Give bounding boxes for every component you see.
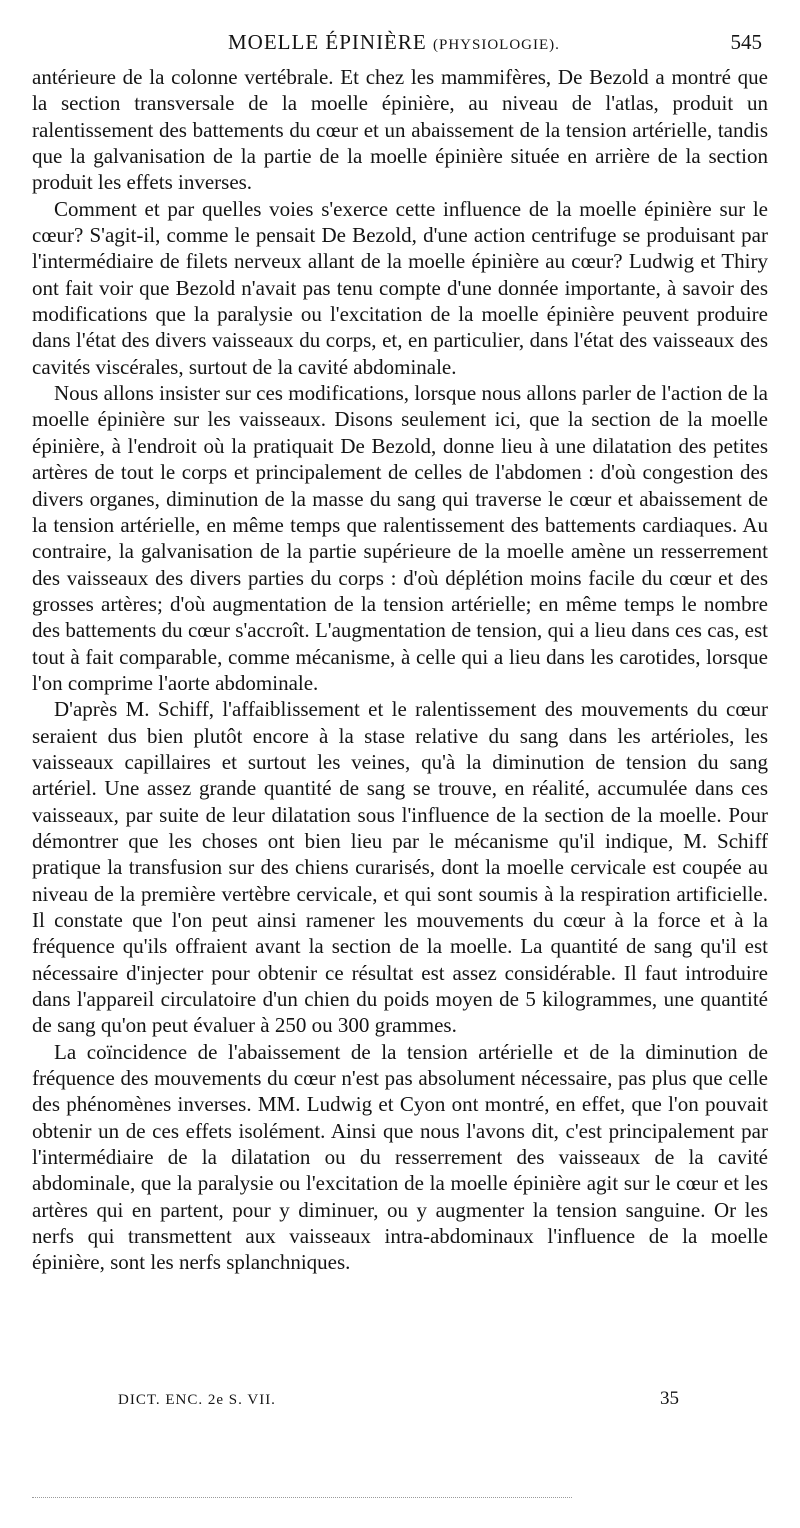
signature-mark: DICT. ENC. 2e S. VII. [118,1392,276,1408]
bottom-dotted-rule [32,1497,572,1498]
paragraph-4: D'après M. Schiff, l'affaiblissement et le ralentissement des mouvements du cœur seraient dus bien plutôt encore à la stase relative du sang dans les artérioles, les vaisseaux capillaires et surtout les veines, qu'à la diminution de tension du sang artériel. Une assez grande quantité de sang se trouve, en réalité, accumulée dans ces vaisseaux, par suite de leur dilatation sous l'influence de la section de la moelle. Pour démontrer que les choses ont bien lieu par le mécanisme qu'il indique, M. Schiff pratique la transfusion sur des chiens curarisés, dont la moelle cervicale est coupée au niveau de la première vertèbre cervicale, et qui sont soumis à la respiration artificielle. Il constate que l'on peut ainsi ramener les mouvements du cœur à la force et à la fréquence qu'ils offraient avant la section de la moelle. La quantité de sang qu'il est nécessaire d'injecter pour obtenir ce résultat est assez considérable. Il faut introduire dans l'appareil circulatoire d'un chien du poids moyen de 5 kilogrammes, une quantité de sang qu'on peut évaluer à 250 ou 300 grammes. [32,697,768,1038]
paragraph-3: Nous allons insister sur ces modifications, lorsque nous allons parler de l'action de la moelle épinière sur les vaisseaux. Disons seulement ici, que la section de la moelle épinière, à l'endroit où la pratiquait De Bezold, donne lieu à une dilatation des petites artères de tout le corps et principalement de celles de l'abdomen : d'où congestion des divers organes, diminution de la masse du sang qui traverse le cœur et abaissement de la tension artérielle, en même temps que ralentissement des battements cardiaques. Au contraire, la galvanisation de la partie supérieure de la moelle amène un resserrement des vaisseaux des divers parties du corps : d'où déplétion moins facile du cœur et des grosses artères; d'où augmentation de la tension artérielle; en même temps le nombre des battements du cœur s'accroît. L'augmentation de tension, qui a lieu dans ces cas, est tout à fait comparable, comme mécanisme, à celle qui a lieu dans les carotides, lorsque l'on comprime l'aorte abdominale. [32,381,768,695]
running-header [32,30,768,60]
body-text [32,64,768,1276]
page-footer [32,1388,768,1414]
header-title: MOELLE ÉPINIÈRE [228,30,427,54]
running-title [228,30,560,55]
folio-number: 35 [660,1388,679,1409]
header-subtitle: (PHYSIOLOGIE). [432,37,560,53]
page-number: 545 [730,30,762,54]
paragraph-1: antérieure de la colonne vertébrale. Et chez les mammifères, De Bezold a montré que la section transversale de la moelle épinière, au niveau de l'atlas, produit un ralentissement des battements du cœur et un abaissement de la tension artérielle, tandis que la galvanisation de la partie de la moelle épinière située en arrière de la section produit les effets inverses. [32,65,768,195]
paragraph-5: La coïncidence de l'abaissement de la tension artérielle et de la diminution de fréquence des mouvements du cœur n'est pas absolument nécessaire, pas plus que celle des phénomènes inverses. MM. Ludwig et Cyon ont montré, en effet, que l'on pouvait obtenir un de ces effets isolément. Ainsi que nous l'avons dit, c'est principalement par l'intermédiaire de la dilatation ou du resserrement des vaisseaux de la cavité abdominale, que la paralysie ou l'excitation de la moelle épinière agit sur le cœur et les artères qui en partent, pour y diminuer, ou y augmenter la tension sanguine. Or les nerfs qui transmettent aux vaisseaux intra-abdominaux l'influence de la moelle épinière, sont les nerfs splanchniques. [32,1039,768,1275]
paragraph-2: Comment et par quelles voies s'exerce cette influence de la moelle épinière sur le cœur? S'agit-il, comme le pensait De Bezold, d'une action centrifuge se produisant par l'intermédiaire de filets nerveux allant de la moelle épinière au cœur? Ludwig et Thiry ont fait voir que Bezold n'avait pas tenu compte d'une donnée importante, à savoir des modifications que la paralysie ou l'excitation de la moelle épinière peuvent produire dans l'état des divers vaisseaux du corps, et, en particulier, dans l'état des vaisseaux des cavités viscérales, surtout de la cavité abdominale. [32,196,768,379]
